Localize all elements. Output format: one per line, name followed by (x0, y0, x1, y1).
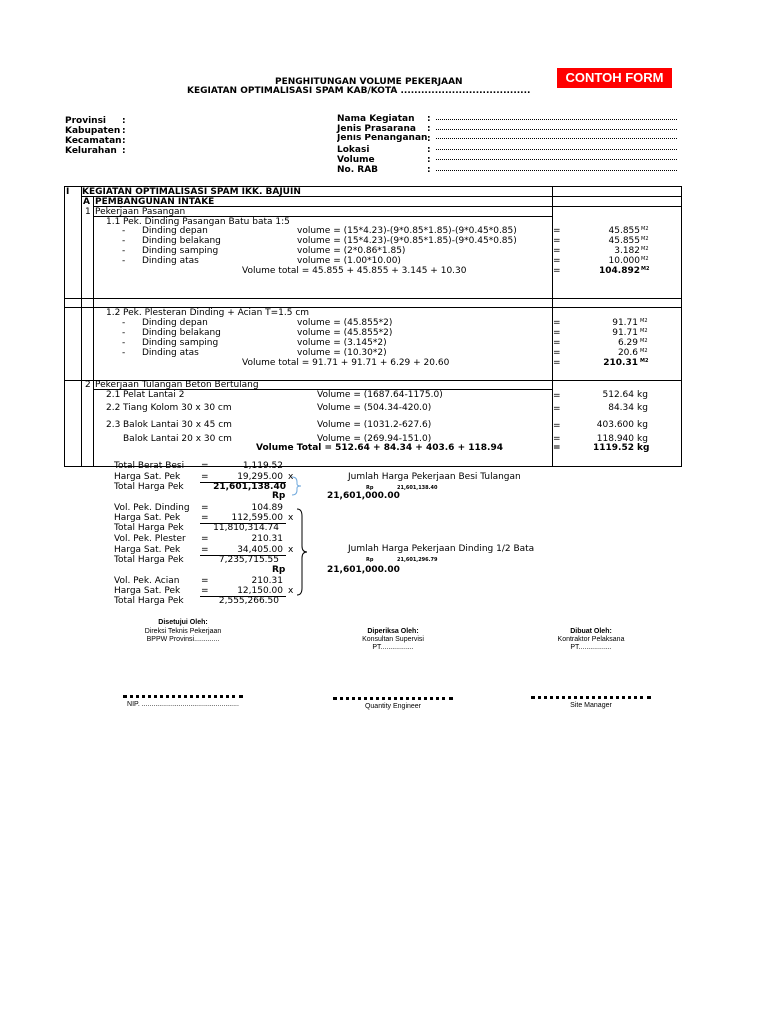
contoh-form-badge: CONTOH FORM (557, 68, 672, 88)
jumlah-total: 21,601,000.00 (327, 565, 400, 575)
row-value: 91.71 (612, 318, 638, 328)
calc-operator: x (288, 513, 294, 523)
calc-value: 21,601,138.40 (213, 482, 286, 492)
total-unit: M2 (641, 266, 650, 272)
info-label: No. RAB (337, 165, 379, 175)
section-title: KEGIATAN OPTIMALISASI SPAM IKK. BAJUIN (82, 187, 301, 197)
item-title: Pekerjaan Pasangan (95, 207, 186, 217)
sign-foot: Site Manager (570, 702, 612, 709)
row-name: Dinding samping (142, 246, 219, 256)
row-name: Tiang Kolom 30 x 30 cm (123, 403, 232, 413)
rp-label: Rp (272, 491, 286, 501)
info-label: Kecamatan (65, 136, 122, 146)
info-label: Jenis Prasarana (337, 124, 416, 134)
grid-line (681, 186, 682, 466)
calc-label: Harga Sat. Pek (114, 545, 181, 555)
row-dash: - (122, 236, 126, 246)
row-eq: = (553, 434, 561, 444)
sign-line: Direksi Teknis Pekerjaan (144, 628, 222, 635)
row-eq: = (553, 421, 561, 431)
row-eq: = (553, 328, 561, 338)
row-dash: - (122, 256, 126, 266)
row-name: Dinding samping (142, 338, 219, 348)
info-colon: : (122, 136, 126, 146)
info-colon: : (427, 155, 431, 165)
brace-icon (290, 476, 304, 496)
calc-eq: = (201, 461, 209, 471)
fill-line (436, 159, 677, 160)
info-label: Nama Kegiatan (337, 114, 415, 124)
row-value: 84.34 (608, 403, 634, 413)
row-name: Balok Lantai 30 x 45 cm (123, 420, 232, 430)
sign-line: BPPW Provinsi............. (146, 636, 220, 643)
calc-value: 210.31 (251, 534, 283, 544)
jumlah-total: 21,601,000.00 (327, 491, 400, 501)
row-dash: - (122, 318, 126, 328)
total-value: 104.892 (599, 266, 640, 276)
small-rp: Rp (366, 485, 374, 491)
info-colon: : (122, 126, 126, 136)
row-eq: = (553, 256, 561, 266)
row-value: 91.71 (612, 328, 638, 338)
row-value: 6.29 (617, 338, 638, 348)
row-name: Dinding belakang (142, 236, 221, 246)
info-colon: : (427, 145, 431, 155)
calc-eq: = (201, 534, 209, 544)
calc-value: 34,405.00 (237, 545, 283, 555)
row-unit: M2 (641, 246, 649, 252)
calc-label: Vol. Pek. Acian (114, 576, 180, 586)
row-eq: = (553, 246, 561, 256)
sign-foot: Quantity Engineer (364, 703, 422, 710)
row-name: Dinding belakang (142, 328, 221, 338)
row-eq: = (553, 391, 561, 401)
row-eq: = (553, 348, 561, 358)
calc-value: 2,555,266.50 (218, 596, 279, 606)
calc-eq: = (201, 513, 209, 523)
row-unit: M2 (640, 318, 648, 324)
row-name: Dinding depan (142, 318, 208, 328)
total-eq: = (553, 266, 561, 276)
row-unit: M2 (640, 338, 648, 344)
row-number: 2.3 (106, 420, 121, 430)
total-formula: Volume total = 45.855 + 45.855 + 3.145 + 10.30 (242, 266, 467, 276)
item-number: 1 (85, 207, 91, 217)
info-colon: : (427, 124, 431, 134)
row-value: 45.855 (608, 236, 640, 246)
signature-line (531, 696, 651, 699)
row-formula: volume = (15*4.23)-(9*0.85*1.85)-(9*0.45*0.85) (297, 226, 517, 236)
fill-line (436, 119, 677, 120)
row-name: Dinding atas (142, 348, 199, 358)
info-label: Lokasi (337, 145, 370, 155)
row-formula: volume = (10.30*2) (297, 348, 387, 358)
row-formula: volume = (45.855*2) (297, 318, 393, 328)
signature-line (123, 695, 243, 698)
calc-value: 104.89 (251, 503, 283, 513)
grid-line (81, 186, 82, 466)
item-title: Pek. Plesteran Dinding + Acian T=1.5 cm (123, 308, 310, 318)
row-dash: - (122, 338, 126, 348)
calc-label: Vol. Pek. Dinding (114, 503, 190, 513)
calc-eq: = (201, 576, 209, 586)
signature-line (333, 697, 453, 700)
subsection-title: PEMBANGUNAN INTAKE (95, 197, 215, 207)
fill-line (436, 129, 677, 130)
title-line-1: PENGHITUNGAN VOLUME PEKERJAAN (275, 77, 463, 87)
row-value: 118.940 (596, 434, 634, 444)
item-number: 1.1 (106, 217, 121, 227)
row-formula: Volume = (1687.64-1175.0) (317, 390, 443, 400)
row-name: Pelat Lantai 2 (123, 390, 185, 400)
total-unit: M2 (640, 358, 649, 364)
total-eq: = (553, 443, 561, 453)
calc-eq: = (201, 586, 209, 596)
row-dash: - (122, 348, 126, 358)
grid-line (64, 186, 65, 466)
row-formula: Volume = (269.94-151.0) (317, 434, 432, 444)
row-eq: = (553, 236, 561, 246)
section-roman: I (66, 187, 70, 197)
info-colon: : (427, 134, 431, 144)
calc-label: Total Harga Pek (114, 523, 184, 533)
row-formula: volume = (1.00*10.00) (297, 256, 401, 266)
row-eq: = (553, 338, 561, 348)
row-dash: - (122, 246, 126, 256)
row-unit: M2 (641, 256, 649, 262)
row-unit: M2 (640, 348, 648, 354)
grid-line (64, 298, 682, 299)
calc-value: 210.31 (251, 576, 283, 586)
calc-label: Harga Sat. Pek (114, 513, 181, 523)
calc-operator: x (288, 545, 294, 555)
sign-head: Diperiksa Oleh: (367, 628, 419, 635)
row-unit: M2 (641, 226, 649, 232)
calc-operator: x (288, 586, 294, 596)
grid-line (93, 196, 94, 466)
info-colon: : (122, 116, 126, 126)
title-line-2: KEGIATAN OPTIMALISASI SPAM KAB/KOTA ...................................... (187, 86, 531, 96)
item-number: 2 (85, 380, 91, 390)
info-colon: : (122, 146, 126, 156)
calc-label: Total Berat Besi (114, 461, 185, 471)
sign-foot: NIP. .................................................. (127, 701, 239, 708)
total-eq: = (553, 358, 561, 368)
info-label: Jenis Penanganan (337, 134, 428, 143)
total-value: 210.31 (603, 358, 638, 368)
row-value: 10.000 (608, 256, 640, 266)
subsection-letter: A (83, 197, 90, 207)
calc-value: 112,595.00 (231, 513, 283, 523)
row-unit: kg (637, 390, 648, 400)
row-formula: Volume = (1031.2-627.6) (317, 420, 432, 430)
item-title: Pek. Dinding Pasangan Batu bata 1:5 (123, 217, 290, 227)
row-formula: volume = (15*4.23)-(9*0.85*1.85)-(9*0.45*0.85) (297, 236, 517, 246)
small-value: 21,601,296.79 (397, 557, 438, 563)
calc-value: 19,295.00 (237, 472, 283, 482)
sign-head: Disetujui Oleh: (158, 619, 208, 626)
info-label: Volume (337, 155, 375, 165)
row-eq: = (553, 226, 561, 236)
row-dash: - (122, 226, 126, 236)
row-number: 2.2 (106, 403, 121, 413)
row-formula: volume = (45.855*2) (297, 328, 393, 338)
calc-eq: = (201, 545, 209, 555)
row-value: 403.600 (596, 420, 634, 430)
row-name: Dinding atas (142, 256, 199, 266)
info-colon: : (427, 114, 431, 124)
row-unit: kg (637, 434, 648, 444)
calc-value: 12,150.00 (237, 586, 283, 596)
info-label: Kabupaten (65, 126, 121, 136)
row-name: Balok Lantai 20 x 30 cm (123, 434, 232, 444)
brace-icon (296, 508, 310, 596)
calc-operator: x (288, 472, 294, 482)
info-label: Provinsi (65, 116, 107, 126)
fill-line (436, 149, 677, 150)
total-value: 1119.52 (593, 443, 634, 453)
calc-label: Total Harga Pek (114, 482, 184, 492)
row-number: 2.1 (106, 390, 121, 400)
row-unit: kg (637, 403, 648, 413)
total-formula: Volume Total = 512.64 + 84.34 + 403.6 + 118.94 (256, 443, 503, 453)
sign-line: Konsultan Supervisi (362, 636, 424, 643)
calc-label: Total Harga Pek (114, 555, 184, 565)
item-title: Pekerjaan Tulangan Beton Bertulang (95, 380, 259, 390)
row-unit: M2 (641, 236, 649, 242)
total-unit: kg (637, 443, 650, 453)
sign-head: Dibuat Oleh: (570, 628, 612, 635)
calc-label: Vol. Pek. Plester (114, 534, 186, 544)
row-unit: M2 (640, 328, 648, 334)
info-colon: : (427, 165, 431, 175)
calc-value: 7,235,715.55 (218, 555, 279, 565)
jumlah-label: Jumlah Harga Pekerjaan Dinding 1/2 Bata (348, 544, 535, 554)
row-value: 512.64 (602, 390, 634, 400)
total-formula: Volume total = 91.71 + 91.71 + 6.29 + 20.60 (242, 358, 450, 368)
row-value: 3.182 (614, 246, 640, 256)
row-formula: volume = (3.145*2) (297, 338, 387, 348)
calc-value: 11,810,314.74 (213, 523, 279, 533)
row-unit: kg (637, 420, 648, 430)
calc-value: 1,119.52 (242, 461, 283, 471)
small-value: 21,601,138.40 (397, 485, 438, 491)
calc-eq: = (201, 503, 209, 513)
calc-label: Harga Sat. Pek (114, 586, 181, 596)
item-number: 1.2 (106, 308, 121, 318)
small-rp: Rp (366, 557, 374, 563)
row-formula: Volume = (504.34-420.0) (317, 403, 432, 413)
row-name: Dinding depan (142, 226, 208, 236)
info-label: Kelurahan (65, 146, 117, 156)
sign-line: PT................. (570, 644, 612, 651)
row-value: 20.6 (617, 348, 638, 358)
row-value: 45.855 (608, 226, 640, 236)
calc-label: Total Harga Pek (114, 596, 184, 606)
rp-label: Rp (272, 565, 286, 575)
calc-label: Harga Sat. Pek (114, 472, 181, 482)
sign-line: PT................. (372, 644, 414, 651)
row-formula: volume = (2*0.86*1.85) (297, 246, 406, 256)
sign-line: Kontraktor Pelaksana (557, 636, 625, 643)
jumlah-label: Jumlah Harga Pekerjaan Besi Tulangan (348, 472, 521, 482)
fill-line (436, 138, 677, 139)
row-eq: = (553, 404, 561, 414)
row-eq: = (553, 318, 561, 328)
row-dash: - (122, 328, 126, 338)
calc-eq: = (201, 472, 209, 482)
fill-line (436, 170, 677, 171)
